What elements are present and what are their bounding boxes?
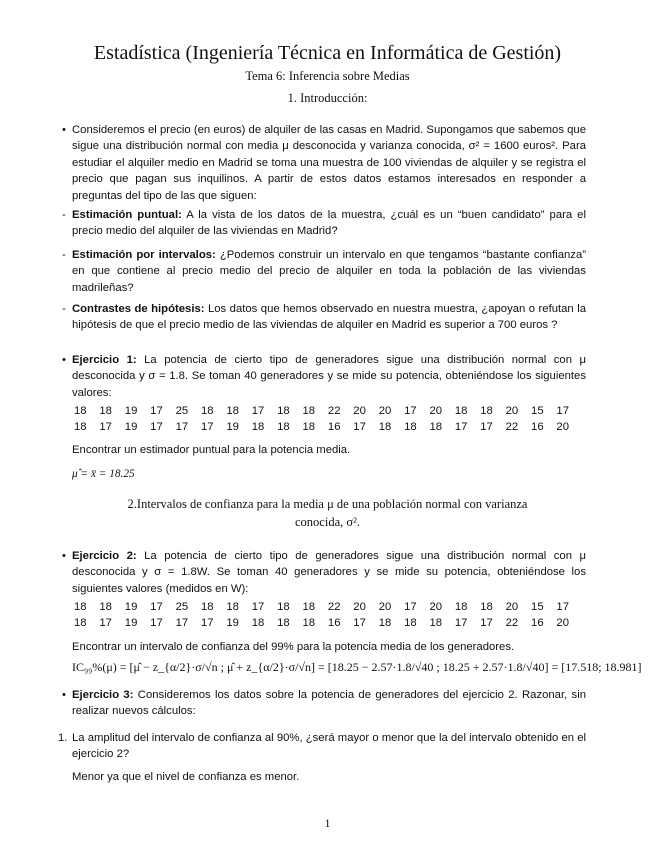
data-value: 20: [556, 617, 569, 629]
question-number: 1.: [58, 732, 68, 744]
data-value: 22: [327, 601, 341, 613]
data-value: 17: [200, 617, 214, 629]
data-value: 20: [429, 601, 443, 613]
item-text: ¿Podemos construir un intervalo en que tengamos “bastante confianza” en que contiene al precio medio del precio de alquiler en toda la población de las viviendas madrileñas?: [72, 249, 586, 294]
data-value: 16: [531, 617, 544, 629]
bullet-icon: •: [62, 550, 66, 562]
data-value: 16: [531, 421, 544, 433]
data-value: 18: [302, 601, 316, 613]
dash-icon: -: [62, 303, 66, 315]
data-value: 20: [378, 601, 392, 613]
data-value: 17: [99, 617, 112, 629]
bullet-icon: •: [62, 689, 66, 701]
exercise-1: [62, 352, 587, 401]
data-value: 20: [505, 601, 519, 613]
exercise-2: [62, 548, 587, 597]
data-value: 17: [404, 405, 417, 417]
section-2-heading-line2: conocida, σ².: [295, 515, 360, 529]
data-value: 18: [404, 421, 417, 433]
exercise-question: Encontrar un estimador puntual para la potencia media.: [72, 444, 351, 456]
data-value: 19: [226, 421, 239, 433]
item-term: Contrastes de hipótesis:: [72, 303, 205, 315]
dash-icon: -: [62, 249, 66, 261]
topic-subtitle: Tema 6: Inferencia sobre Medias: [245, 69, 410, 83]
bullet-icon: •: [62, 124, 66, 136]
data-value: 18: [277, 601, 290, 613]
data-value: 15: [531, 405, 544, 417]
data-value: 25: [175, 405, 189, 417]
data-value: 16: [327, 617, 341, 629]
data-row: [74, 615, 588, 631]
data-value: 17: [251, 405, 265, 417]
data-value: 17: [556, 601, 569, 613]
data-value: 18: [226, 405, 239, 417]
data-value: 17: [480, 421, 493, 433]
exercise-answer: μ̂ = x̄ = 18.25: [72, 468, 135, 480]
data-value: 17: [175, 617, 189, 629]
data-value: 20: [429, 405, 443, 417]
data-value: 18: [200, 601, 214, 613]
data-value: 19: [124, 601, 138, 613]
data-value: 18: [404, 617, 417, 629]
data-value: 18: [429, 617, 443, 629]
data-value: 17: [99, 421, 112, 433]
data-value: 20: [353, 405, 366, 417]
exercise-question: Encontrar un intervalo de confianza del 99% para la potencia media de los generadores.: [72, 641, 515, 653]
data-value: 19: [124, 617, 138, 629]
data-value: 17: [480, 617, 493, 629]
data-row: [74, 419, 588, 435]
data-value: 18: [99, 405, 112, 417]
data-value: 17: [404, 601, 417, 613]
data-value: 17: [251, 601, 265, 613]
data-value: 25: [175, 601, 189, 613]
document-title: Estadística (Ingeniería Técnica en Informática de Gestión): [93, 42, 562, 64]
data-value: 18: [480, 405, 493, 417]
exercise-text: Consideremos los datos sobre la potencia de generadores del ejercicio 2. Razonar, sin realizar nuevos cálculos:: [72, 689, 586, 718]
data-value: 20: [556, 421, 569, 433]
exercise-3: [62, 687, 586, 720]
data-value: 19: [124, 405, 138, 417]
data-value: 17: [556, 405, 569, 417]
data-value: 22: [505, 617, 519, 629]
data-value: 18: [74, 601, 87, 613]
question-text: La amplitud del intervalo de confianza al 90%, ¿será mayor o menor que la del intervalo obtenido en el ejercicio 2?: [72, 732, 586, 761]
data-value: 18: [99, 601, 112, 613]
dash-icon: -: [62, 209, 66, 221]
intro-paragraph: [62, 122, 586, 204]
data-value: 18: [74, 617, 87, 629]
data-value: 18: [74, 405, 87, 417]
data-value: 18: [378, 421, 392, 433]
exercise-label: Ejercicio 3:: [72, 689, 134, 701]
data-value: 17: [454, 617, 468, 629]
data-value: 17: [175, 421, 189, 433]
question-answer: Menor ya que el nivel de confianza es menor.: [72, 771, 300, 783]
data-row: [74, 403, 588, 419]
data-value: 17: [454, 421, 468, 433]
data-value: 18: [74, 421, 87, 433]
item-text: Los datos que hemos observado en nuestra muestra, ¿apoyan o refutan la hipótesis de que el precio medio de las viviendas de alquiler en Madrid es superior a 700 euros ?: [72, 303, 586, 332]
data-value: 19: [124, 421, 138, 433]
data-value: 20: [378, 405, 392, 417]
data-value: 18: [302, 405, 316, 417]
data-value: 17: [150, 421, 163, 433]
data-value: 22: [327, 405, 341, 417]
exercise-text: La potencia de cierto tipo de generadores sigue una distribución normal con μ desconocida y σ = 1.8. Se toman 40 generadores y se mide su potencia, obteniéndose los siguientes valores:: [72, 354, 587, 399]
data-value: 17: [353, 421, 366, 433]
list-item: [62, 301, 586, 334]
data-value: 18: [454, 405, 468, 417]
data-value: 17: [353, 617, 366, 629]
confidence-interval-formula: IC₉₉%(μ) = [μ̂ − z_{α/2}·σ/√n ; μ̂ + z_{α/2}·σ/√n] = [18.25 − 2.57·1.8/√40 ; 18.25 + 2.57·1.8/√40] = [17.518; 18.981]: [72, 660, 642, 674]
data-value: 18: [480, 601, 493, 613]
item-term: Estimación por intervalos:: [72, 249, 216, 261]
bullet-icon: •: [62, 354, 66, 366]
data-value: 19: [226, 617, 239, 629]
item-text: A la vista de los datos de la muestra, ¿cuál es un “buen candidato” para el precio medio del alquiler de las viviendas en Madrid?: [72, 209, 586, 238]
intro-text: Consideremos el precio (en euros) de alquiler de las casas en Madrid. Supongamos que sabemos que sigue una distribución normal con media μ desconocida y varianza conocida, σ² = 1600 euros². Para estudiar el alquiler medio en Madrid se toma una muestra de 100 viviendas de alquiler y se registra el precio que pagan sus inquilinos. A partir de estos datos estamos interesados en responder a preguntas del tipo de las que siguen:: [72, 124, 586, 202]
exercise-text: La potencia de cierto tipo de generadores sigue una distribución normal con μ desconocida y σ = 1.8W. Se toman 40 generadores y se mide su potencia, obteniéndose los siguientes valores (medidos en W):: [72, 550, 587, 595]
section-2-heading-line1: 2.Intervalos de confianza para la media μ de una población normal con varianza: [127, 497, 528, 511]
exercise-label: Ejercicio 1:: [72, 354, 137, 366]
data-value: 18: [251, 617, 265, 629]
section-heading: 1. Introducción:: [287, 91, 368, 105]
item-term: Estimación puntual:: [72, 209, 182, 221]
data-value: 20: [353, 601, 366, 613]
data-value: 15: [531, 601, 544, 613]
list-item: [62, 207, 586, 240]
data-value: 18: [277, 617, 290, 629]
data-value: 22: [505, 421, 519, 433]
data-value: 18: [277, 405, 290, 417]
data-value: 18: [251, 421, 265, 433]
data-value: 17: [150, 601, 163, 613]
data-value: 17: [150, 617, 163, 629]
data-value: 18: [429, 421, 443, 433]
data-row: [74, 599, 588, 615]
data-value: 16: [327, 421, 341, 433]
question-1: [58, 730, 586, 763]
data-value: 18: [226, 601, 239, 613]
data-value: 18: [302, 617, 316, 629]
data-value: 18: [302, 421, 316, 433]
data-value: 18: [454, 601, 468, 613]
data-value: 18: [277, 421, 290, 433]
data-value: 17: [200, 421, 214, 433]
list-item: [62, 247, 586, 296]
page-number: 1: [324, 816, 331, 830]
data-value: 20: [505, 405, 519, 417]
exercise-label: Ejercicio 2:: [72, 550, 137, 562]
data-value: 18: [378, 617, 392, 629]
data-value: 17: [150, 405, 163, 417]
data-value: 18: [200, 405, 214, 417]
